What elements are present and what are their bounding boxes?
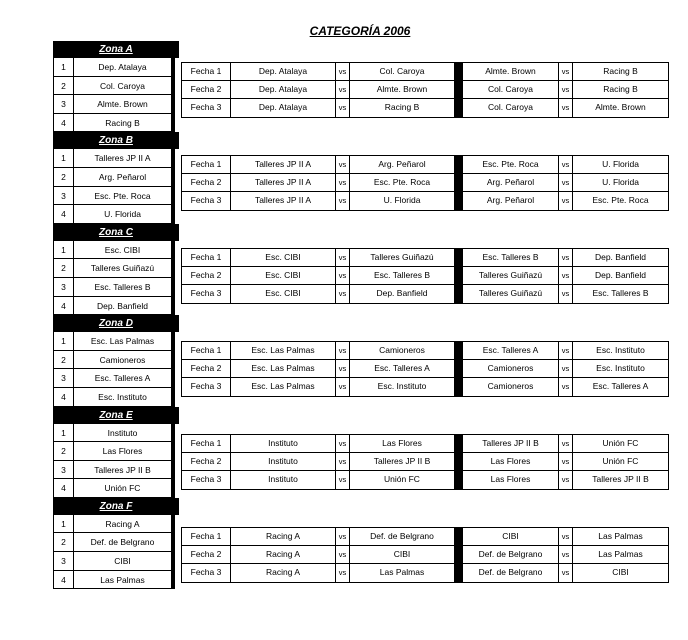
home-team: Racing A xyxy=(231,527,336,546)
zone-block xyxy=(53,41,179,132)
home-team: Def. de Belgrano xyxy=(463,546,559,565)
team-row xyxy=(53,533,179,552)
fecha-label: Fecha 3 xyxy=(181,378,231,397)
fixture-row xyxy=(181,546,669,565)
fixture-row xyxy=(181,192,669,211)
fecha-label: Fecha 2 xyxy=(181,267,231,286)
fixture-row xyxy=(181,378,669,397)
home-team: Dep. Atalaya xyxy=(231,62,336,81)
zone-header: Zona D xyxy=(53,315,179,332)
separator xyxy=(455,81,463,100)
vs-label: vs xyxy=(559,248,573,267)
vs-label: vs xyxy=(336,155,350,174)
home-team: Camioneros xyxy=(463,378,559,397)
team-row xyxy=(53,278,179,297)
fixture-row xyxy=(181,267,669,286)
fecha-label: Fecha 3 xyxy=(181,99,231,118)
team-row xyxy=(53,58,179,77)
vs-label: vs xyxy=(559,434,573,453)
vs-label: vs xyxy=(559,174,573,193)
zone-header: Zona F xyxy=(53,498,179,515)
team-row xyxy=(53,114,179,133)
zone-header: Zona A xyxy=(53,41,179,58)
fecha-label: Fecha 3 xyxy=(181,285,231,304)
home-team: Esc. Talleres B xyxy=(463,248,559,267)
fecha-label: Fecha 1 xyxy=(181,341,231,360)
team-row xyxy=(53,187,179,206)
fixture-row xyxy=(181,360,669,379)
fixture-row xyxy=(181,81,669,100)
team-number: 4 xyxy=(53,205,73,224)
zone-header: Zona C xyxy=(53,224,179,241)
away-team: Dep. Banfield xyxy=(350,285,455,304)
separator xyxy=(455,546,463,565)
vs-label: vs xyxy=(336,81,350,100)
fecha-label: Fecha 1 xyxy=(181,248,231,267)
vs-label: vs xyxy=(559,527,573,546)
team-name: Arg. Peñarol xyxy=(73,168,175,187)
team-number: 2 xyxy=(53,168,73,187)
fecha-label: Fecha 3 xyxy=(181,192,231,211)
away-team: U. Florida xyxy=(573,155,669,174)
away-team: Talleres JP II B xyxy=(573,471,669,490)
fixture-row xyxy=(181,174,669,193)
team-name: Esc. CIBI xyxy=(73,241,175,260)
away-team: Dep. Banfield xyxy=(573,267,669,286)
team-name: Dep. Banfield xyxy=(73,297,175,316)
home-team: Instituto xyxy=(231,453,336,472)
home-team: Arg. Peñarol xyxy=(463,174,559,193)
vs-label: vs xyxy=(559,341,573,360)
separator xyxy=(455,192,463,211)
away-team: Esc. Pte. Roca xyxy=(573,192,669,211)
home-team: Esc. Pte. Roca xyxy=(463,155,559,174)
away-team: Esc. Instituto xyxy=(573,341,669,360)
home-team: Talleres JP II A xyxy=(231,155,336,174)
team-number: 3 xyxy=(53,461,73,480)
fixture-row xyxy=(181,62,669,81)
away-team: Talleres JP II B xyxy=(350,453,455,472)
away-team: Esc. Talleres A xyxy=(350,360,455,379)
separator xyxy=(455,564,463,583)
team-row xyxy=(53,388,179,407)
vs-label: vs xyxy=(559,62,573,81)
fecha-label: Fecha 1 xyxy=(181,527,231,546)
team-name: Unión FC xyxy=(73,479,175,498)
fecha-label: Fecha 1 xyxy=(181,434,231,453)
away-team: Esc. Talleres B xyxy=(573,285,669,304)
separator xyxy=(455,360,463,379)
team-name: Almte. Brown xyxy=(73,95,175,114)
team-number: 3 xyxy=(53,552,73,571)
team-row xyxy=(53,149,179,168)
vs-label: vs xyxy=(336,360,350,379)
away-team: Las Palmas xyxy=(573,527,669,546)
away-team: Esc. Instituto xyxy=(573,360,669,379)
fixture-row xyxy=(181,285,669,304)
home-team: Talleres Guiñazú xyxy=(463,267,559,286)
fecha-label: Fecha 3 xyxy=(181,471,231,490)
team-name: Esc. Las Palmas xyxy=(73,332,175,351)
team-number: 4 xyxy=(53,571,73,590)
team-row xyxy=(53,424,179,443)
team-row xyxy=(53,461,179,480)
vs-label: vs xyxy=(559,546,573,565)
home-team: Esc. CIBI xyxy=(231,285,336,304)
zone-header: Zona E xyxy=(53,407,179,424)
vs-label: vs xyxy=(336,434,350,453)
away-team: U. Florida xyxy=(573,174,669,193)
vs-label: vs xyxy=(336,527,350,546)
team-name: Talleres JP II A xyxy=(73,149,175,168)
team-number: 3 xyxy=(53,95,73,114)
page-title: CATEGORÍA 2006 xyxy=(309,24,411,38)
separator xyxy=(455,378,463,397)
away-team: Arg. Peñarol xyxy=(350,155,455,174)
team-row xyxy=(53,332,179,351)
home-team: Instituto xyxy=(231,434,336,453)
team-number: 4 xyxy=(53,479,73,498)
vs-label: vs xyxy=(336,192,350,211)
vs-label: vs xyxy=(336,62,350,81)
team-number: 3 xyxy=(53,369,73,388)
away-team: Talleres Guiñazú xyxy=(350,248,455,267)
home-team: Esc. Talleres A xyxy=(463,341,559,360)
away-team: Esc. Instituto xyxy=(350,378,455,397)
zone-block xyxy=(53,407,179,498)
team-number: 1 xyxy=(53,424,73,443)
home-team: Esc. CIBI xyxy=(231,267,336,286)
home-team: Col. Caroya xyxy=(463,81,559,100)
away-team: Col. Caroya xyxy=(350,62,455,81)
fixture-row xyxy=(181,527,669,546)
team-row xyxy=(53,369,179,388)
vs-label: vs xyxy=(336,564,350,583)
team-number: 1 xyxy=(53,58,73,77)
team-name: Esc. Pte. Roca xyxy=(73,187,175,206)
vs-label: vs xyxy=(336,267,350,286)
zone-block xyxy=(53,498,179,589)
home-team: Racing A xyxy=(231,564,336,583)
team-row xyxy=(53,168,179,187)
team-number: 1 xyxy=(53,241,73,260)
home-team: Col. Caroya xyxy=(463,99,559,118)
team-number: 4 xyxy=(53,114,73,133)
fecha-label: Fecha 2 xyxy=(181,174,231,193)
team-number: 1 xyxy=(53,332,73,351)
home-team: Esc. Las Palmas xyxy=(231,378,336,397)
home-team: Instituto xyxy=(231,471,336,490)
team-name: Instituto xyxy=(73,424,175,443)
away-team: Camioneros xyxy=(350,341,455,360)
fixture-table xyxy=(181,434,669,490)
vs-label: vs xyxy=(559,453,573,472)
home-team: Talleres Guiñazú xyxy=(463,285,559,304)
separator xyxy=(455,471,463,490)
away-team: Racing B xyxy=(573,81,669,100)
fixture-row xyxy=(181,434,669,453)
vs-label: vs xyxy=(336,453,350,472)
team-name: CIBI xyxy=(73,552,175,571)
team-name: Talleres Guiñazú xyxy=(73,259,175,278)
separator xyxy=(455,341,463,360)
fixture-table xyxy=(181,527,669,583)
team-row xyxy=(53,442,179,461)
vs-label: vs xyxy=(336,471,350,490)
separator xyxy=(455,99,463,118)
separator xyxy=(455,248,463,267)
away-team: CIBI xyxy=(350,546,455,565)
team-row xyxy=(53,241,179,260)
vs-label: vs xyxy=(336,99,350,118)
team-row xyxy=(53,205,179,224)
away-team: Unión FC xyxy=(573,453,669,472)
away-team: Racing B xyxy=(573,62,669,81)
fixture-table xyxy=(181,62,669,118)
away-team: Dep. Banfield xyxy=(573,248,669,267)
vs-label: vs xyxy=(336,285,350,304)
vs-label: vs xyxy=(336,174,350,193)
away-team: Unión FC xyxy=(350,471,455,490)
team-row xyxy=(53,552,179,571)
away-team: Las Palmas xyxy=(350,564,455,583)
separator xyxy=(455,434,463,453)
team-name: Las Palmas xyxy=(73,571,175,590)
vs-label: vs xyxy=(559,471,573,490)
away-team: Almte. Brown xyxy=(350,81,455,100)
home-team: Esc. Las Palmas xyxy=(231,360,336,379)
vs-label: vs xyxy=(559,192,573,211)
team-name: U. Florida xyxy=(73,205,175,224)
vs-label: vs xyxy=(336,341,350,360)
vs-label: vs xyxy=(559,99,573,118)
vs-label: vs xyxy=(559,360,573,379)
away-team: Almte. Brown xyxy=(573,99,669,118)
fixture-table xyxy=(181,341,669,397)
away-team: Esc. Talleres B xyxy=(350,267,455,286)
zones-column xyxy=(53,41,179,589)
fixture-row xyxy=(181,155,669,174)
team-number: 1 xyxy=(53,149,73,168)
separator xyxy=(455,62,463,81)
team-number: 1 xyxy=(53,515,73,534)
home-team: CIBI xyxy=(463,527,559,546)
separator xyxy=(455,285,463,304)
vs-label: vs xyxy=(336,248,350,267)
fecha-label: Fecha 2 xyxy=(181,546,231,565)
team-number: 2 xyxy=(53,77,73,96)
zone-block xyxy=(53,132,179,223)
team-number: 2 xyxy=(53,442,73,461)
team-row xyxy=(53,479,179,498)
fecha-label: Fecha 2 xyxy=(181,360,231,379)
team-name: Racing B xyxy=(73,114,175,133)
home-team: Talleres JP II A xyxy=(231,192,336,211)
home-team: Las Flores xyxy=(463,471,559,490)
home-team: Almte. Brown xyxy=(463,62,559,81)
team-row xyxy=(53,95,179,114)
away-team: Esc. Talleres A xyxy=(573,378,669,397)
separator xyxy=(455,453,463,472)
team-name: Col. Caroya xyxy=(73,77,175,96)
away-team: Def. de Belgrano xyxy=(350,527,455,546)
fixture-table xyxy=(181,248,669,304)
home-team: Arg. Peñarol xyxy=(463,192,559,211)
fixture-row xyxy=(181,99,669,118)
separator xyxy=(455,267,463,286)
team-number: 3 xyxy=(53,278,73,297)
team-row xyxy=(53,351,179,370)
away-team: Unión FC xyxy=(573,434,669,453)
team-row xyxy=(53,77,179,96)
team-row xyxy=(53,515,179,534)
fecha-label: Fecha 3 xyxy=(181,564,231,583)
home-team: Dep. Atalaya xyxy=(231,81,336,100)
zone-block xyxy=(53,224,179,315)
team-name: Def. de Belgrano xyxy=(73,533,175,552)
vs-label: vs xyxy=(559,81,573,100)
fecha-label: Fecha 2 xyxy=(181,453,231,472)
home-team: Camioneros xyxy=(463,360,559,379)
vs-label: vs xyxy=(336,378,350,397)
home-team: Esc. Las Palmas xyxy=(231,341,336,360)
fixture-row xyxy=(181,341,669,360)
fixture-row xyxy=(181,453,669,472)
separator xyxy=(455,155,463,174)
team-number: 2 xyxy=(53,533,73,552)
team-name: Racing A xyxy=(73,515,175,534)
vs-label: vs xyxy=(559,285,573,304)
vs-label: vs xyxy=(559,155,573,174)
team-row xyxy=(53,571,179,590)
zone-header: Zona B xyxy=(53,132,179,149)
away-team: Las Palmas xyxy=(573,546,669,565)
fixture-table xyxy=(181,155,669,211)
home-team: Dep. Atalaya xyxy=(231,99,336,118)
team-row xyxy=(53,297,179,316)
vs-label: vs xyxy=(336,546,350,565)
away-team: Racing B xyxy=(350,99,455,118)
team-name: Esc. Talleres B xyxy=(73,278,175,297)
team-number: 2 xyxy=(53,351,73,370)
fecha-label: Fecha 1 xyxy=(181,155,231,174)
team-number: 3 xyxy=(53,187,73,206)
team-number: 4 xyxy=(53,388,73,407)
away-team: CIBI xyxy=(573,564,669,583)
fixture-row xyxy=(181,564,669,583)
home-team: Esc. CIBI xyxy=(231,248,336,267)
away-team: Esc. Pte. Roca xyxy=(350,174,455,193)
home-team: Talleres JP II B xyxy=(463,434,559,453)
fixture-row xyxy=(181,471,669,490)
zone-block xyxy=(53,315,179,406)
separator xyxy=(455,174,463,193)
team-row xyxy=(53,259,179,278)
team-name: Camioneros xyxy=(73,351,175,370)
home-team: Def. de Belgrano xyxy=(463,564,559,583)
team-name: Esc. Talleres A xyxy=(73,369,175,388)
home-team: Talleres JP II A xyxy=(231,174,336,193)
team-name: Las Flores xyxy=(73,442,175,461)
vs-label: vs xyxy=(559,267,573,286)
team-name: Esc. Instituto xyxy=(73,388,175,407)
team-name: Talleres JP II B xyxy=(73,461,175,480)
separator xyxy=(455,527,463,546)
fecha-label: Fecha 1 xyxy=(181,62,231,81)
team-number: 2 xyxy=(53,259,73,278)
fecha-label: Fecha 2 xyxy=(181,81,231,100)
vs-label: vs xyxy=(559,378,573,397)
vs-label: vs xyxy=(559,564,573,583)
away-team: Las Flores xyxy=(350,434,455,453)
team-number: 4 xyxy=(53,297,73,316)
fixture-row xyxy=(181,248,669,267)
team-name: Dep. Atalaya xyxy=(73,58,175,77)
home-team: Racing A xyxy=(231,546,336,565)
away-team: U. Florida xyxy=(350,192,455,211)
home-team: Las Flores xyxy=(463,453,559,472)
